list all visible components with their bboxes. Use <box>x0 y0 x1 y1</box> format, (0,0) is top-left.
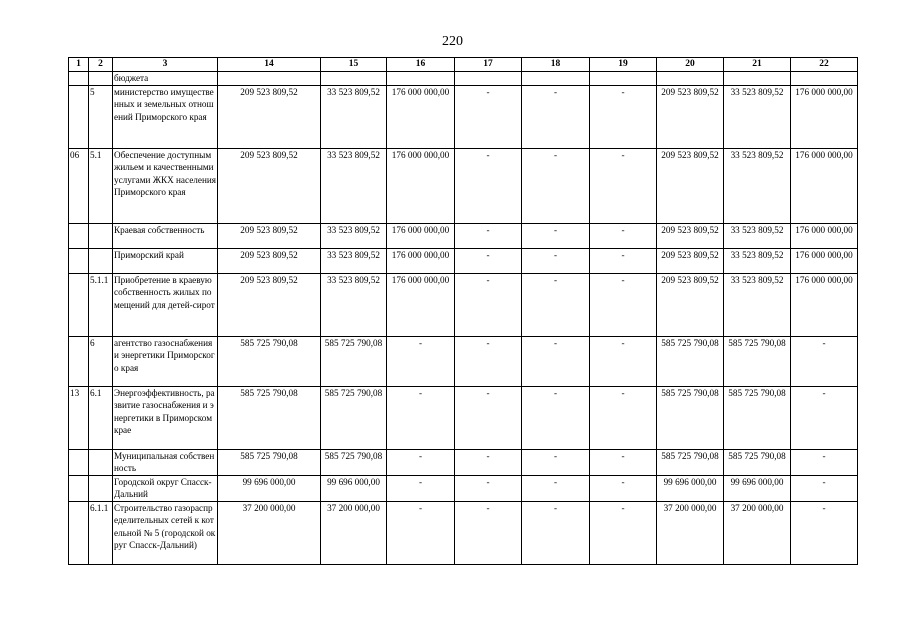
row-code-cell <box>69 501 89 564</box>
row-number-cell <box>89 475 113 501</box>
row-number-cell <box>89 72 113 86</box>
row-code-cell: 13 <box>69 386 89 449</box>
value-cell-18: - <box>522 386 590 449</box>
value-cell-14: 209 523 809,52 <box>218 248 321 273</box>
value-cell-19: - <box>590 223 657 248</box>
value-cell-20: 585 725 790,08 <box>657 386 724 449</box>
column-header: 16 <box>387 58 455 72</box>
table-row <box>69 475 858 501</box>
value-cell-22: 176 000 000,00 <box>791 223 858 248</box>
row-code-cell <box>69 85 89 148</box>
table-row <box>69 148 858 223</box>
value-cell-19 <box>590 72 657 86</box>
row-name-cell: агентство газоснабжения и энергетики Приморского края <box>113 336 218 386</box>
value-cell-15: 33 523 809,52 <box>321 248 387 273</box>
value-cell-22 <box>791 72 858 86</box>
value-cell-15: 33 523 809,52 <box>321 273 387 336</box>
value-cell-21: 37 200 000,00 <box>724 501 791 564</box>
value-cell-20: 209 523 809,52 <box>657 223 724 248</box>
value-cell-22: 176 000 000,00 <box>791 273 858 336</box>
value-cell-17: - <box>455 248 522 273</box>
value-cell-15: 585 725 790,08 <box>321 449 387 475</box>
value-cell-20: 585 725 790,08 <box>657 449 724 475</box>
row-code-cell: 06 <box>69 148 89 223</box>
column-header: 15 <box>321 58 387 72</box>
value-cell-19: - <box>590 501 657 564</box>
value-cell-20 <box>657 72 724 86</box>
table-row <box>69 501 858 564</box>
value-cell-14: 209 523 809,52 <box>218 223 321 248</box>
value-cell-16: 176 000 000,00 <box>387 273 455 336</box>
value-cell-19: - <box>590 336 657 386</box>
value-cell-20: 209 523 809,52 <box>657 248 724 273</box>
row-number-cell: 6.1.1 <box>89 501 113 564</box>
table-row <box>69 386 858 449</box>
row-name-cell: Приморский край <box>113 248 218 273</box>
row-number-cell: 6 <box>89 336 113 386</box>
value-cell-21: 585 725 790,08 <box>724 449 791 475</box>
row-name-cell: бюджета <box>113 72 218 86</box>
value-cell-18: - <box>522 336 590 386</box>
table-body <box>69 72 858 565</box>
value-cell-19: - <box>590 148 657 223</box>
value-cell-21: 33 523 809,52 <box>724 148 791 223</box>
table-row <box>69 85 858 148</box>
value-cell-18: - <box>522 85 590 148</box>
header-row <box>69 58 858 72</box>
value-cell-17: - <box>455 148 522 223</box>
value-cell-15: 585 725 790,08 <box>321 336 387 386</box>
column-header: 17 <box>455 58 522 72</box>
value-cell-14: 585 725 790,08 <box>218 386 321 449</box>
value-cell-20: 37 200 000,00 <box>657 501 724 564</box>
row-name-cell: Приобретение в краевую собственность жилых помещений для детей-сирот <box>113 273 218 336</box>
value-cell-20: 585 725 790,08 <box>657 336 724 386</box>
table-row <box>69 223 858 248</box>
table-row <box>69 273 858 336</box>
value-cell-15: 33 523 809,52 <box>321 85 387 148</box>
value-cell-15: 33 523 809,52 <box>321 223 387 248</box>
value-cell-16: - <box>387 501 455 564</box>
value-cell-16: 176 000 000,00 <box>387 85 455 148</box>
value-cell-14: 585 725 790,08 <box>218 449 321 475</box>
column-header: 3 <box>113 58 218 72</box>
value-cell-16: - <box>387 336 455 386</box>
value-cell-22: - <box>791 501 858 564</box>
budget-table <box>68 57 858 565</box>
column-header: 19 <box>590 58 657 72</box>
column-header: 18 <box>522 58 590 72</box>
table-row <box>69 336 858 386</box>
value-cell-14: 209 523 809,52 <box>218 148 321 223</box>
row-number-cell <box>89 449 113 475</box>
value-cell-16: - <box>387 449 455 475</box>
column-header: 14 <box>218 58 321 72</box>
row-name-cell: Муниципальная собственность <box>113 449 218 475</box>
value-cell-18: - <box>522 449 590 475</box>
value-cell-17: - <box>455 85 522 148</box>
row-code-cell <box>69 248 89 273</box>
column-header: 22 <box>791 58 858 72</box>
value-cell-15 <box>321 72 387 86</box>
value-cell-21: 585 725 790,08 <box>724 336 791 386</box>
row-number-cell: 6.1 <box>89 386 113 449</box>
row-code-cell <box>69 72 89 86</box>
value-cell-22: - <box>791 449 858 475</box>
value-cell-14 <box>218 72 321 86</box>
value-cell-18 <box>522 72 590 86</box>
row-number-cell <box>89 248 113 273</box>
value-cell-16: - <box>387 475 455 501</box>
value-cell-20: 209 523 809,52 <box>657 273 724 336</box>
value-cell-22: 176 000 000,00 <box>791 148 858 223</box>
value-cell-18: - <box>522 501 590 564</box>
column-header: 20 <box>657 58 724 72</box>
value-cell-18: - <box>522 148 590 223</box>
value-cell-21: 33 523 809,52 <box>724 273 791 336</box>
row-name-cell: Энергоэффективность, развитие газоснабжения и энергетики в Приморском крае <box>113 386 218 449</box>
value-cell-16: - <box>387 386 455 449</box>
value-cell-14: 209 523 809,52 <box>218 273 321 336</box>
value-cell-21: 33 523 809,52 <box>724 223 791 248</box>
value-cell-17: - <box>455 223 522 248</box>
value-cell-22: 176 000 000,00 <box>791 248 858 273</box>
value-cell-17 <box>455 72 522 86</box>
value-cell-22: - <box>791 386 858 449</box>
value-cell-17: - <box>455 501 522 564</box>
value-cell-17: - <box>455 475 522 501</box>
value-cell-16: 176 000 000,00 <box>387 248 455 273</box>
row-number-cell: 5.1.1 <box>89 273 113 336</box>
row-name-cell: Городской округ Спасск-Дальний <box>113 475 218 501</box>
value-cell-20: 99 696 000,00 <box>657 475 724 501</box>
value-cell-18: - <box>522 273 590 336</box>
row-code-cell <box>69 336 89 386</box>
value-cell-20: 209 523 809,52 <box>657 148 724 223</box>
value-cell-14: 37 200 000,00 <box>218 501 321 564</box>
row-name-cell: министерство имущественных и земельных отношений Приморского края <box>113 85 218 148</box>
value-cell-14: 585 725 790,08 <box>218 336 321 386</box>
value-cell-15: 99 696 000,00 <box>321 475 387 501</box>
value-cell-17: - <box>455 336 522 386</box>
value-cell-16 <box>387 72 455 86</box>
value-cell-22: 176 000 000,00 <box>791 85 858 148</box>
value-cell-16: 176 000 000,00 <box>387 148 455 223</box>
value-cell-19: - <box>590 273 657 336</box>
value-cell-21: 33 523 809,52 <box>724 248 791 273</box>
row-name-cell: Обеспечение доступным жильем и качественными услугами ЖКХ населения Приморского края <box>113 148 218 223</box>
value-cell-17: - <box>455 449 522 475</box>
value-cell-21: 33 523 809,52 <box>724 85 791 148</box>
value-cell-14: 209 523 809,52 <box>218 85 321 148</box>
table-row <box>69 72 858 86</box>
table-row <box>69 248 858 273</box>
value-cell-19: - <box>590 386 657 449</box>
value-cell-22: - <box>791 336 858 386</box>
value-cell-18: - <box>522 475 590 501</box>
value-cell-15: 37 200 000,00 <box>321 501 387 564</box>
value-cell-15: 585 725 790,08 <box>321 386 387 449</box>
value-cell-17: - <box>455 386 522 449</box>
value-cell-15: 33 523 809,52 <box>321 148 387 223</box>
row-number-cell <box>89 223 113 248</box>
table-row <box>69 449 858 475</box>
value-cell-19: - <box>590 475 657 501</box>
value-cell-20: 209 523 809,52 <box>657 85 724 148</box>
column-header: 2 <box>89 58 113 72</box>
value-cell-19: - <box>590 85 657 148</box>
value-cell-21 <box>724 72 791 86</box>
row-number-cell: 5.1 <box>89 148 113 223</box>
value-cell-19: - <box>590 449 657 475</box>
value-cell-16: 176 000 000,00 <box>387 223 455 248</box>
row-code-cell <box>69 273 89 336</box>
column-header: 21 <box>724 58 791 72</box>
row-name-cell: Краевая собственность <box>113 223 218 248</box>
value-cell-14: 99 696 000,00 <box>218 475 321 501</box>
value-cell-18: - <box>522 248 590 273</box>
row-name-cell: Строительство газораспределительных сетей к котельной № 5 (городской округ Спасск-Дальний) <box>113 501 218 564</box>
row-code-cell <box>69 449 89 475</box>
row-code-cell <box>69 475 89 501</box>
row-number-cell: 5 <box>89 85 113 148</box>
value-cell-17: - <box>455 273 522 336</box>
value-cell-21: 585 725 790,08 <box>724 386 791 449</box>
value-cell-22: - <box>791 475 858 501</box>
value-cell-18: - <box>522 223 590 248</box>
value-cell-19: - <box>590 248 657 273</box>
column-header: 1 <box>69 58 89 72</box>
page-number: 220 <box>442 34 463 49</box>
value-cell-21: 99 696 000,00 <box>724 475 791 501</box>
row-code-cell <box>69 223 89 248</box>
